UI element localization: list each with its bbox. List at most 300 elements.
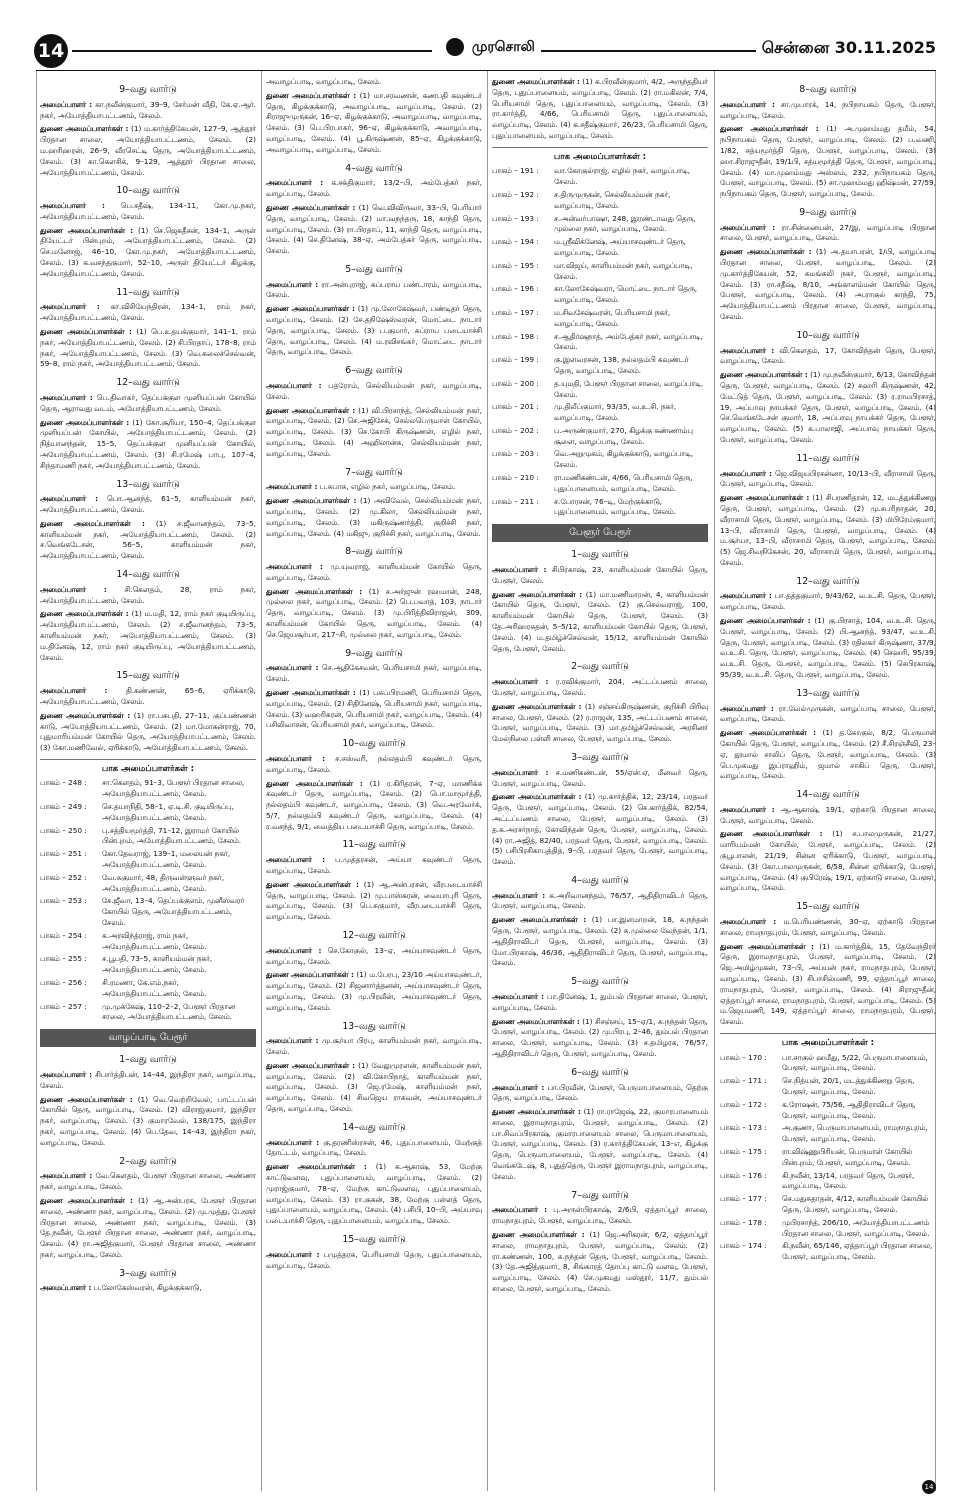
roster-entry — [720, 829, 936, 894]
entry-text: பு.அருள்பிரகாஷ், 2/6பி, ஏத்தாப்பூர் சாலை, ராமநாதபுரம், பேளூர், வாழப்பாடி, சேலம். — [492, 1205, 708, 1226]
role-label: துணை அமைப்பாளர்கள் : — [492, 915, 587, 925]
role-label: அமைப்பாளர் : — [40, 584, 107, 594]
booth-label: பாகம் – 203 : — [492, 449, 539, 459]
entry-text: சிபார்த்திபன், 14–44, இந்திரா நகர், வாழப்பாடி, சேலம். — [40, 1070, 256, 1090]
booth-row — [492, 166, 708, 188]
booth-label: பாகம் – 211 : — [492, 496, 539, 506]
ward-heading: 2–வது வார்டு — [119, 1155, 177, 1167]
roster-entry — [266, 203, 482, 257]
role-label: துணை அமைப்பாளர்கள் : — [266, 496, 357, 506]
column-divider — [261, 71, 262, 1491]
entry-text: மு.யுவராஜ், காளியம்மன் கோயில் தெரு, வாழப்பாடி, சேலம். — [266, 562, 482, 582]
entry-text: க.சக்திகுமார், 13/2–பி, அம்பேத்கர் நகர், வாழப்பாடி, சேலம். — [266, 178, 482, 199]
role-label: அமைப்பாளர் : — [40, 1283, 92, 1293]
ward-heading: 1–வது வார்டு — [571, 549, 629, 561]
role-label: துணை அமைப்பாளர்கள் : — [40, 518, 145, 528]
roster-entry — [266, 1061, 482, 1115]
role-label: துணை அமைப்பாளர்கள் : — [492, 1016, 580, 1026]
roster-entry — [40, 393, 256, 415]
ward-heading: 14–வது வார்டு — [116, 569, 180, 581]
roster-entry — [40, 1283, 256, 1294]
roster-entry — [720, 370, 936, 446]
entry-text: பா.பிரவீன், பேளூர், பெருமாபாளையம், தெற்கு தெரு, வாழப்பாடி, சேலம். — [492, 1082, 708, 1103]
entry-text: (1) மு.நவீன்குமார், 6/13, கோவிந்தன் தெரு, பேளூர், வாழப்பாடி, சேலம். (2) சுஹரி கிருஷ்ணன், 42, மேட்டுத் தெரு, பேளூர், வாழப்பாடி, சேலம். (3) ர.ராமபிரசாத், 19, அப்பாவு நாயக்கர் தெரு, பேளூர், வாழப்பாடி, சேலம். (4) செ.வெங்கடேசன் குமார், 18, அப்பாவு நாயக்கர் தெரு, பேளூர், வாழப்பாடி, சேலம். (5) க.பாலாஜி, அப்பாவு நாயக்கர் தெரு, பேளூர், வாழப்பாடி, சேலம். — [720, 370, 936, 444]
roster-entry — [266, 946, 482, 968]
roster-entry — [492, 891, 708, 913]
entry-text: (1) ச.அர்ஜுன் ரஹமான், 248, முல்லை நகர், வாழப்பாடி, சேலம். (2) பெ.பவாத், 103, நாடார் தெரு, வாழப்பாடி, சேலம். (3) மு.பிரித்திவிராஜன், 309, காளியம்மன் கோயில் தெரு, வாழப்பாடி, சேலம். (4) செ.ஜெயசூர்யா, 217–சி, முல்லை நகர், வாழப்பாடி, சேலம். — [266, 586, 482, 639]
role-label: துணை அமைப்பாளர்கள் : — [492, 1107, 581, 1117]
role-label: அமைப்பாளர் : — [720, 345, 775, 355]
booth-row — [40, 954, 256, 976]
role-label: அமைப்பாளர் : — [266, 945, 322, 955]
roster-entry — [720, 469, 936, 491]
column-divider — [487, 71, 488, 1491]
booth-value: ச.அன்வர்பாஷா, 248, இரண்டாவது தெரு, முல்லை நகர், வாழப்பாடி, சேலம். — [554, 213, 696, 234]
roster-entry — [492, 702, 708, 745]
ward-heading: 15–வது வார்டு — [342, 1234, 406, 1245]
role-label: அமைப்பாளர் : — [40, 99, 93, 109]
role-label: அமைப்பாளர் : — [266, 855, 326, 865]
role-label: துணை அமைப்பாளர்கள் : — [720, 941, 814, 951]
role-label: துணை அமைப்பாளர்கள் : — [40, 609, 129, 619]
role-label: துணை அமைப்பாளர்கள் : — [266, 879, 359, 889]
booth-label: பாகம் – 248 : — [40, 778, 87, 788]
entry-text: ச.மணிகண்டன், 55/ஏன்.ஏ, மீனவர் தெரு, பேளூர், வாழப்பாடி, சேலம். — [492, 767, 708, 788]
ward-heading: 11–வது வார்டு — [796, 452, 860, 464]
role-label: துணை அமைப்பாளர்கள் : — [266, 304, 355, 314]
roster-entry — [720, 805, 936, 827]
booth-value: செ.மதுசுதாதன், 4/12, காளியம்மன் கோயில் தெரு, பேளூர், வாழப்பாடி, சேலம். — [782, 1194, 929, 1214]
entry-text: (1) ஜெ.அரிகரன், 6/2, ஏத்தாப்பூர் சாலை, ராமநாதபுரம், பேளூர், வாழப்பாடி, சேலம். (2) ரா.கண்ணன், 100, சு.நந்தன் தெரு, பேளூர், வாழப்பாடி, சேலம். (3) தே.அஜித்குமார், 8, சிங்காரத் தோப்பு காட்டு வளவு, பேளூர், வாழப்பாடி, சேலம். (4) சே.முகமது மஸ்தூர், 11/7, தும்பல் சாலை, பேளூர், வாழப்பாடி, சேலம். — [492, 1230, 708, 1293]
booth-value: மா.விஜய், காளியம்மன் நகர், வாழப்பாடி, சேலம். — [554, 260, 693, 281]
booth-row — [40, 826, 256, 848]
ward-heading: 12–வது வார்டு — [116, 377, 180, 389]
entry-text: (1) வி.பிரசாந்த், செல்லியம்மன் நகர், வாழப்பாடி, சேலம். (2) செ.அஜிசேக், செல்லபெருமாள் கோயில், வாழப்பாடி, சேலம். (3) செ.கோபி கிருஷ்ணன், எழில் நகர், வாழப்பாடி, சேலம். (4) அஹிலான்சு, செல்லியம்மன் நகர், வாழப்பாடி, சேலம். — [266, 405, 482, 458]
booth-row — [492, 237, 708, 259]
booth-label: பாகம் – 191 : — [492, 166, 539, 176]
role-label: அமைப்பாளர் : — [40, 392, 93, 402]
entry-text: பெ.சதீஷ், 134–11, கோ.மு.நகர், அயோத்தியாபட்டணம், சேலம். — [40, 201, 256, 221]
entry-text: கு.தரணிஸ்ரசன், 46, புதுப்பாளையம், மேற்குத் தோட்டம், வாழப்பாடி, சேலம். — [266, 1137, 482, 1158]
role-label: துணை அமைப்பாளர்கள் : — [40, 327, 132, 336]
role-label: துணை அமைப்பாளர்கள் : — [40, 225, 134, 235]
role-label: அமைப்பாளர் : — [40, 686, 108, 696]
booth-value: வே.சுகுமார், 48, திருவள்ளுவர் நகர், அயோத்தியாபட்டணம், சேலம். — [102, 872, 225, 893]
booth-value: மு.திலீப்குமார், 93/35, வ.உ.சி. நகர், வாழப்பாடி, சேலம். — [554, 402, 677, 423]
booth-value: ம.ஸ்ரீவிக்னேஷ், அய்யாசவுண்டர் தெரு, வாழப்பாடி, சேலம். — [554, 237, 686, 257]
role-label: துணை அமைப்பாளர்கள் : — [492, 701, 582, 711]
booth-value: சி.ரமணா, கே.எம்.நகர், அயோத்தியாபட்டணம், சேலம். — [102, 978, 207, 998]
booth-label: பாகம் – 210 : — [492, 473, 539, 483]
entry-text: (1) ஆ.அன்பரசு, பேளூர் பிரதான சாலை, அண்ணா நகர், வாழப்பாடி, சேலம். (2) மு.முத்து, பேளூர் பிரதான சாலை, அண்ணா நகர், வாழப்பாடி, சேலம். (3) தே.நவீன், பேளூர் பிரதான சாலை, அண்ணா நகர், வாழப்பாடி, சேலம். (4) ரா.அஜித்குமார், பேளூர் பிரதான சாலை, அண்ணா நகர், வாழப்பாடி, சேலம். — [40, 1195, 256, 1259]
role-label: அமைப்பாளர் : — [266, 1036, 319, 1046]
roster-entry — [266, 280, 482, 302]
column-divider — [714, 71, 715, 1491]
booth-label: பாகம் – 192 : — [492, 189, 539, 199]
role-label: துணை அமைப்பாளர்கள் : — [720, 124, 819, 134]
ward-heading: 11–வது வார்டு — [342, 839, 406, 851]
roster-entry — [266, 496, 482, 539]
entry-text: ச.சஸ்வரி, நல்லதம்பி கவுண்டர் தெரு, வாழப்பாடி, சேலம். — [266, 753, 482, 774]
roster-entry — [266, 880, 482, 923]
ward-heading: 14–வது வார்டு — [796, 789, 860, 801]
ward-heading: 10–வது வார்டு — [116, 185, 180, 197]
booth-label: பாகம் – 199 : — [492, 355, 539, 365]
role-label: துணை அமைப்பாளர்கள் : — [720, 247, 812, 257]
entry-text: (1) மு.லோகேஷ்வர், பண்டிதர் தெரு, வாழப்பாடி, சேலம். (2) சே.தநிஷேஸ்வரன், மொட்டை நாடார் தெரு, வாழப்பாடி, சேலம். (3) ப.குமார், சுப்ராய படையாச்சி தெரு, வாழப்பாடி, சேலம். (4) ம.ரவிசங்கர், மொட்டை நாடார் தெரு, வாழப்பாடி, சேலம். — [266, 304, 482, 357]
roster-entry — [266, 1138, 482, 1160]
footer-page-number: 14 — [922, 1480, 936, 1494]
booth-section-title: பாக அமைப்பாளர்கள் : — [40, 759, 256, 776]
booth-row — [720, 1053, 936, 1075]
entry-text: (1) மு.கார்த்திக், 12, 23/14, பரதவர் தெரு, பேளூர், வாழப்பாடி, சேலம். (2) செ.கார்த்திக், 82/54, அட்டப்பணம் சாலை, பேளூர், வாழப்பாடி, சேலம். (3) த.க.அரசர்நாத், கோவிந்தன் தெரு, பேளூர், வாழப்பாடி, சேலம். (4) ரா.அஜித், 82/40, பரதவர் தெரு, பேளூர், வாழப்பாடி, சேலம். (5) பசிபிரசிகாபுத்தித், 9–பி, பரதவர் தெரு, பேளூர், வாழப்பாடி, சேலம். — [492, 792, 708, 867]
booth-label: பாகம் – 201 : — [492, 402, 539, 412]
booth-row — [492, 355, 708, 377]
roster-entry — [492, 768, 708, 790]
role-label: அமைப்பாளர் : — [266, 1137, 320, 1147]
article-columns — [36, 70, 936, 1490]
booth-value: க.ரோஷன், 75/56, ஆதிதிராவிடர் தெரு, பேளூர், வாழப்பாடி, சேலம். — [782, 1099, 916, 1120]
roster-entry — [266, 1036, 482, 1058]
roster-entry — [266, 304, 482, 358]
entry-text: ரா.வேல்முருகன், வாழப்பாடி சாலை, பேளூர், வாழப்பாடி, சேலம். — [720, 703, 936, 724]
booth-value: கா.லோகேஷ்வரா, மொட்டை நாடார் தெரு, வாழப்பாடி, சேலம். — [554, 284, 698, 305]
roster-entry — [266, 381, 482, 403]
role-label: அமைப்பாளர் : — [492, 677, 549, 687]
booth-row — [492, 426, 708, 448]
ward-heading: 3–வது வார்டு — [571, 751, 629, 763]
roster-entry — [492, 915, 708, 969]
city-date: சென்னை 30.11.2025 — [756, 38, 936, 59]
role-label: துணை அமைப்பாளர்கள் : — [266, 405, 356, 415]
booth-section-title: பாக அமைப்பாளர்கள் : — [492, 147, 708, 164]
roster-entry — [492, 1230, 708, 1295]
booth-row — [40, 896, 256, 928]
roster-entry — [40, 609, 256, 663]
entry-text: வே.கௌதம், பேளூர் பிரதான சாலை, அண்ணா நகர், வாழப்பாடி, சேலம். — [40, 1171, 256, 1192]
roster-entry — [720, 124, 936, 200]
entry-text: (1) ம.மதி, 12, ராம் நகர் குடியிருப்பு, அயோத்தியாபட்டணம், சேலம். (2) ச.ஜீவானந்தம், 73–5, காளியம்மன் நகர், அயோத்தியாபட்டணம், சேலம். (3) ம.தினேஷ், 12, ராம் நகர் குடியிருப்பு, அயோத்தியாபட்டணம், சேலம். — [40, 609, 256, 662]
ward-heading: 13–வது வார்டு — [116, 478, 180, 490]
entry-text: வி.கௌதம், 17, கோவிந்தன் தெரு, பேளூர், வாழப்பாடி, சேலம். — [720, 345, 936, 366]
entry-text: சி.கௌதம், 28, ராம் நகர், அயோத்தியாபட்டணம், சேலம். — [40, 584, 256, 605]
entry-text: (1) வேலுமுரளன், காளியம்மன் நகர், வாழப்பாடி, சேலம். (2) வி.கோபிநாத், காளியம்மன் நகர், வாழப்பாடி, சேலம். (3) ஜெ.ரமேஷ், காளியம்மன் நகர், வாழப்பாடி, சேலம். (4) சிவஜெய ராகவன், அய்யாசவுண்டர் தெரு, வாழப்பாடி, சேலம். — [266, 1060, 482, 1114]
booth-section-title: பாக அமைப்பாளர்கள் : — [720, 1033, 936, 1050]
booth-row — [720, 1076, 936, 1098]
role-label: அமைப்பாளர் : — [40, 201, 105, 211]
entry-text: (1) ம.பேரபு, 23/10 அய்யாசவுண்டர், வாழப்பாடி, சேலம். (2) சிஜனார்த்தனன், அய்யாசவுண்டர் தெரு, வாழப்பாடி, சேலம். (3) மு.பிரவீன், அய்யாசவுண்டர் தெரு, வாழப்பாடி, சேலம். — [266, 970, 482, 1012]
booth-label: பாகம் – 200 : — [492, 378, 539, 388]
roster-entry — [492, 1205, 708, 1227]
booth-row — [492, 308, 708, 330]
entry-text: (1) ரா.ராஜேஷ், 22, குமாரபாளையம் சாலை, இராமநாதபுரம், பேளூர், வாழப்பாடி, சேலம். (2) பா.சிவப்பிரகாஷ், குமாரபாளையம் சாலை, பெருமாபாளையம், பேளூர், வாழப்பாடி, சேலம். (3) ர.கார்த்திகேயன், 13–எ, கிழக்கு தெரு, பெருமாபாளையம், பேளூர், வாழப்பாடி, சேலம். (4) வெங்கடேஷ், 8, புதுத்தெரு, பேளூர் இராமநாதபுரம், வாழப்பாடி, சேலம். — [492, 1107, 708, 1181]
booth-row — [492, 497, 708, 519]
role-label: துணை அமைப்பாளர்கள் : — [266, 1060, 356, 1070]
column-3 — [492, 77, 708, 1487]
entry-text: கா.நவீன்குமார், 39–9, சேர்மன் வீதி, கே.ஏ.ஆர். நகர், அயோத்தியாபட்டணம், சேலம். — [40, 99, 256, 120]
role-label: அமைப்பாளர் : — [492, 767, 549, 777]
role-label: அமைப்பாளர் : — [720, 703, 774, 713]
roster-entry — [40, 494, 256, 516]
entry-text: ர.ரவிக்குமார், 204, அட்டப்பணம் சாலை, பேளூர், வாழப்பாடி, சேலம். — [492, 677, 708, 697]
booth-row — [492, 473, 708, 495]
ward-heading: 15–வது வார்டு — [116, 670, 180, 682]
entry-text: (1) சிபரணிதரன், 12, மடத்துக்கிணறு தெரு, பேளூர், வாழப்பாடி, சேலம். (2) மு.சபரிநாதன், 20, வீராசாமி தெரு, பேளூர், வாழப்பாடி, சேலம். (3) மிபிரேம்குமார், 13–பி, வீராசாமி தெரு, பேளூர், வாழப்பாடி, சேலம். (4) ம.சூர்யா, 13–பி, வீராசாமி தெரு, பேளூர், வாழப்பாடி, சேலம். (5) ஜெ.சிவநிகேசன், 20, வீராசாமி தெரு, பேளூர், வாழப்பாடி, சேலம். — [720, 493, 936, 567]
booth-label: பாகம் – 195 : — [492, 260, 539, 270]
ward-heading: 13–வது வார்டு — [796, 687, 860, 699]
booth-row — [720, 1147, 936, 1169]
entry-text: (1) ம.கார்த்திகேயன், 127–9, ஆத்தூர் பிரதான சாலை, அயோத்தியாபட்டணம், சேலம். (2) ம.ஹரிஹரன், 26–9, வீரசெட்டி தெரு, அயோத்தியாபட்டணம், சேலம். (3) கா.கௌசிக், 9–129, ஆத்தூர் பிரதான சாலை, அயோத்தியாபட்டணம், சேலம். — [40, 124, 256, 177]
booth-row — [720, 1171, 936, 1193]
booth-row — [40, 849, 256, 871]
booth-label: பாகம் – 256 : — [40, 978, 87, 988]
booth-label: பாகம் – 251 : — [40, 849, 87, 859]
role-label: அமைப்பாளர் : — [266, 753, 326, 763]
booth-value: கி.நவீன், 65/146, ஏத்தாப்பூர் பிரதான சாலை, பேளூர், வாழப்பாடி, சேலம். — [782, 1241, 933, 1262]
roster-entry — [492, 1017, 708, 1060]
role-label: அமைப்பாளர் : — [720, 804, 775, 814]
booth-value: முபிரசாந்த், 206/10, அயோத்தியாபட்டணம் பிரதான சாலை, பேளூர், வாழப்பாடி, சேலம். — [782, 1217, 930, 1238]
booth-value: செ.தயாநிதி, 58–1, ஏ.டி.சி. குடியிருப்பு, அயோத்தியாபட்டணம், சேலம். — [102, 802, 234, 822]
ward-heading: 7–வது வார்டு — [571, 1189, 629, 1201]
role-label: அமைப்பாளர் : — [492, 565, 547, 575]
booth-value: ம.சிவசேஷ்வரன், பெரியசாமி நகர், வாழப்பாடி, சேலம். — [554, 307, 671, 328]
booth-row — [492, 214, 708, 236]
booth-row — [40, 1002, 256, 1024]
role-label: துணை அமைப்பாளர்கள் : — [266, 778, 363, 788]
role-label: துணை அமைப்பாளர்கள் : — [720, 370, 808, 380]
roster-entry — [40, 519, 256, 562]
role-label: அமைப்பாளர் : — [40, 1070, 93, 1080]
role-label: துணை அமைப்பாளர்கள் : — [720, 728, 817, 738]
roster-entry — [720, 728, 936, 782]
booth-row — [40, 978, 256, 1000]
booth-value: செ.நித்யன், 20/1, மடத்துக்கிணறு தெரு, பேளூர், வாழப்பாடி, சேலம். — [782, 1076, 915, 1096]
booth-label: பாகம் – 202 : — [492, 425, 539, 435]
entry-text: ரா.அன்புராஜ், சுப்பராய பண்டாரம், வாழப்பாடி, சேலம். — [266, 279, 482, 300]
booth-label: பாகம் – 257 : — [40, 1001, 87, 1011]
entry-text: (1) செ.ஜெகதீசன், 134–1, அருள் தியேட்டர் பின்புறம், அயோத்தியாபட்டணம், சேலம். (2) செ.மனோஜ், 46–10, கோ.மு.நகர், அயோத்தியாபட்டணம், சேலம். (3) க.வசந்தகுமார், 52–10, அருள் தியேட்டர் கிழக்கு, அயோத்தியாபட்டணம், சேலம். — [40, 225, 256, 278]
booth-label: பாகம் – 178 : — [720, 1217, 767, 1227]
booth-label: பாகம் – 175 : — [720, 1146, 767, 1156]
roster-entry — [492, 565, 708, 587]
booth-row — [492, 379, 708, 401]
roster-entry — [720, 917, 936, 939]
ward-heading: 13–வது வார்டு — [342, 1020, 406, 1032]
entry-text: (1) அவிவேல், செல்லியம்மன் நகர், வாழப்பாடி, சேலம். (2) மு.கிலா, செல்லியம்மன் நகர், வாழப்பாடி, சேலம். (3) மகிருஷ்ணர்த்தி, குறிச்சி நகர், வாழப்பாடி, சேலம். (4) மகிஜு, குறிச்சி நகர், வாழப்பாடி, சேலம். — [266, 496, 482, 538]
role-label: துணை அமைப்பாளர்கள் : — [40, 124, 129, 134]
ward-heading: 4–வது வார்டு — [571, 874, 629, 886]
ward-heading: 4–வது வார்டு — [345, 162, 403, 174]
roster-entry — [266, 178, 482, 200]
header-rule-left — [72, 50, 432, 52]
role-label: துணை அமைப்பாளர்கள் : — [720, 829, 823, 839]
role-label: அமைப்பாளர் : — [492, 890, 546, 900]
roster-entry — [40, 124, 256, 178]
entry-text: ரா.சின்னையன், 27/இ, வாழப்பாடி பிரதான சாலை, பேளூர், வாழப்பாடி, சேலம். — [720, 222, 936, 243]
roster-entry — [720, 616, 936, 681]
role-label: அமைப்பாளர் : — [720, 591, 772, 601]
role-label: துணை அமைப்பாளர்கள் : — [40, 1195, 133, 1205]
town-band-heading: வாழப்பாடி பேரூர் — [40, 1029, 256, 1047]
roster-entry — [720, 704, 936, 726]
ward-heading: 2–வது வார்டு — [571, 661, 629, 673]
booth-row — [40, 802, 256, 824]
ward-heading: 10–வது வார்டு — [342, 738, 406, 750]
ward-heading: 14–வது வார்டு — [342, 1121, 406, 1133]
entry-text: (1) வெ.விவிருவா, 33–பி, பெரியார் தெரு, வாழப்பாடி, சேலம். (2) மா.வநந்தரு, 18, காந்தி தெரு, வாழப்பாடி, சேலம். (3) ரா.பிரதாப், 11, காந்தி தெரு, வாழப்பாடி, சேலம். (4) செ.தினேஷ், 38–ஏ, அம்பேத்கர் தெரு, வாழப்பாடி, சேலம். — [266, 202, 482, 256]
role-label: அமைப்பாளர் : — [492, 1082, 545, 1092]
entry-text: (1) கு.பிரசாத், 104, வ.உ.சி. தெரு, பேளூர், வாழப்பாடி, சேலம். (2) பி.ஆனந்த், 93/47, வ.உ.சி. தெரு, பேளூர், வாழப்பாடி, சேலம். (3) ரதிலகர் கிருஷ்ணா, 37/9, வ.உ.சி. தெரு, பேளூர், வாழப்பாடி, சேலம். (4) செஹரி, 95/39, வ.உ.சி. தெரு, பேளூர், வாழப்பாடி, சேலம். (5) செபிரகாஷ், 95/39, வ.உ.சி. தெரு, பேளூர், வாழப்பாடி, சேலம். — [720, 616, 936, 680]
roster-entry — [266, 91, 482, 156]
booth-label: பாகம் – 170 : — [720, 1052, 767, 1062]
booth-label: பாகம் – 196 : — [492, 284, 539, 294]
booth-value: சு.அரவிந்த்ராஜ், ராம் நகர், அயோத்தியாபட்டணம், சேலம். — [102, 930, 207, 951]
booth-row — [492, 402, 708, 424]
entry-text: (1) சிசஞ்சய், 15–ஏ/1, சு.நந்தன் தெரு, பேளூர், வாழப்பாடி, சேலம். (2) மு.பிரபு, 2–46, தும்பல் பிரதான சாலை, பேளூர், வாழப்பாடி, சேலம். (3) ச.தமிழரசு, 76/57, ஆதிதிராவிடர் தெரு, பேளூர், வாழப்பாடி, சேலம். — [492, 1016, 708, 1058]
roster-entry — [492, 677, 708, 699]
booth-label: பாகம் – 197 : — [492, 307, 539, 317]
booth-label: பாகம் – 173 : — [720, 1123, 767, 1133]
booth-label: பாகம் – 249 : — [40, 802, 87, 812]
roster-entry — [40, 1070, 256, 1092]
role-label: துணை அமைப்பாளர்கள் : — [720, 493, 810, 503]
role-label: அமைப்பாளர் : — [720, 917, 777, 927]
entry-text: (1) ச.பாலமுருகன், 21/27, மாரியம்மன் கோயில், பேளூர், வாழப்பாடி, சேலம். (2) குபூபாலன், 21/19, சின்ன ஏரிக்காடு, பேளூர், வாழப்பாடி, சேலம். (3) கோ.பாலமுருகன், 6/58, சின்ன ஏரிக்காடு, பேளூர், வாழப்பாடி, சேலம். (4) குபிரேஷ், 19/1, ஏற்காடு சாலை, பேளூர், வாழப்பாடி, சேலம். — [720, 829, 936, 893]
entry-text: ப.சுபாசு, எழில் நகர், வாழப்பாடி, சேலம். — [319, 482, 456, 492]
roster-entry — [40, 686, 256, 708]
entry-text: (1) க.பிரவீன்குமார், 4/2, அருந்ததியர் தெரு, புதுப்பாளையம், வாழப்பாடி, சேலம். (2) ரா.மகிலன், 7/4, பெரியசாமி தெரு, புதுப்பாளையம், வாழப்பாடி, சேலம். (3) ரா.கார்த்தி, 4/66, பெரியசாமி தெரு, புதுப்பாளையம், வாழப்பாடி, சேலம். (4) க.சதீஷ்குமார், 26/23, பெரியசாமி தெரு, புதுப்பாளையம், வாழப்பாடி, சேலம். — [492, 77, 708, 140]
booth-value: ச.போரசன், 76–டி, மேற்குக்காடு, புதுப்பாளையம், வாழப்பாடி, சேலம். — [554, 496, 676, 517]
roster-entry — [266, 970, 482, 1013]
entry-text: (1) மா.மணிமாறன், 4, காளியம்மன் கோயில் தெரு, பேளூர், சேலம். (2) கு.செல்வராஜ், 100, காளியம்மன் கோயில் தெரு, பேளூர், சேலம். (3) தே.அரிஹரசுதன், 5–5/12, காளியம்மன் கோயில் தெரு, பேளூர், சேலம். (4) ம.தமிழ்ச்செல்வன், 15/12, காளியம்மன் கோயில் தெரு, பேளூர், சேலம். — [492, 589, 708, 653]
booth-row — [492, 284, 708, 306]
role-label: துணை அமைப்பாளர்கள் : — [492, 1230, 585, 1240]
ward-heading: 10–வது வார்டு — [796, 329, 860, 341]
booth-row — [720, 1100, 936, 1122]
booth-label: பாகம் – 177 : — [720, 1194, 767, 1204]
booth-row — [720, 1218, 936, 1240]
ward-heading: 9–வது வார்டு — [345, 647, 403, 659]
booth-value: பா.சாகுல் ஹமீது, 5/22, பெருமாபாளையம், பேளூர், வாழப்பாடி, சேலம். — [782, 1052, 928, 1073]
role-label: அமைப்பாளர் : — [720, 222, 776, 232]
roster-entry — [40, 327, 256, 370]
roster-entry — [40, 1095, 256, 1149]
role-label: அமைப்பாளர் : — [492, 1205, 548, 1215]
booth-value: கி.நவீன், 13/14, பரதவர் தெரு, பேளூர், வாழப்பாடி, சேலம். — [782, 1170, 915, 1191]
roster-entry — [266, 482, 482, 493]
role-label: அமைப்பாளர் : — [40, 302, 100, 312]
roster-entry — [492, 792, 708, 868]
role-label: அமைப்பாளர் : — [266, 663, 319, 673]
entry-text: (1) ஆ.அன்பரசன், வீரபடையாச்சி தெரு, வாழப்பாடி, சேலம். (2) மு.பாஸ்கரன், வையாபுரி தெரு, வாழப்பாடி, சேலம். (3) பெ.சுகுமார், வீரபடையாச்சி தெரு, வாழப்பாடி, சேலம். — [266, 879, 482, 922]
roster-entry — [720, 591, 936, 613]
roster-entry — [40, 226, 256, 280]
roster-entry — [40, 1196, 256, 1261]
roster-entry — [720, 942, 936, 1028]
ward-heading: 3–வது வார்டு — [119, 1267, 177, 1279]
roster-entry — [266, 406, 482, 460]
column-border-left — [36, 71, 37, 1491]
roster-entry — [720, 493, 936, 569]
role-label: துணை அமைப்பாளர்கள் : — [720, 616, 811, 626]
role-label: துணை அமைப்பாளர்கள் : — [40, 1094, 133, 1104]
role-label: அமைப்பாளர் : — [266, 482, 318, 492]
entry-text: பமுத்தரசு, பெரியசாமி தெரு, புதுப்பாளையம், வாழப்பாடி, சேலம். — [266, 1249, 482, 1270]
role-label: துணை அமைப்பாளர்கள் : — [492, 77, 580, 86]
role-label: துணை அமைப்பாளர்கள் : — [40, 417, 130, 427]
entry-text: (1) பா.இளமாறன், 18, சு.நந்தன் தெரு, பேளூர், வாழப்பாடி, சேலம். (2) சு.முல்லை வேந்தன், 1/1, ஆதிதிராவிடர் தெரு, பேளூர், வாழப்பாடி, சேலம். (3) மோ.பிரகாஷ், 46/36, ஆதிதிராவிடர் தெரு, பேளூர், வாழப்பாடி, சேலம். — [492, 915, 708, 968]
booth-row — [492, 449, 708, 471]
booth-value: கு.இளவரசன், 138, நல்லதம்பி கவுண்டர் தெரு, வாழப்பாடி, சேலம். — [554, 355, 689, 375]
entry-text: பெ.திவாகர், தெப்பக்குள முனியப்பன் கோயில் தெரு, ஆராவது வடம், அயோத்தியாபட்டணம், சேலம். — [40, 392, 256, 413]
ward-heading: 11–வது வார்டு — [116, 286, 180, 298]
booth-label: பாகம் – 254 : — [40, 930, 87, 940]
booth-value: ச.ஆதிர்ஷநாத், அம்பேத்கர் நகர், வாழப்பாடி, சேலம். — [554, 331, 703, 352]
roster-entry — [492, 1083, 708, 1105]
page-number: 14 — [34, 34, 68, 68]
roster-entry — [720, 346, 936, 368]
booth-value: ச.பூபதி, 73–5, காளியம்மன் நகர், அயோத்தியாபட்டணம், சேலம். — [102, 954, 213, 975]
roster-entry — [492, 590, 708, 655]
entry-text: (1) ச.ஜீவானந்தம், 73–5, காளியம்மன் நகர், அயோத்தியாபட்டணம், சேலம். (2) ச.வெங்கடேசன், 56–5, காளியம்மன் நகர், அயோத்தியாபட்டணம், சேலம். — [40, 518, 256, 561]
roster-entry — [266, 855, 482, 877]
roster-entry — [40, 201, 256, 223]
roster-entry — [40, 302, 256, 324]
ward-heading: 9–வது வார்டு — [119, 84, 177, 95]
entry-text: (1) த.கோகுல், 8/2, பெருமாள் கோயில் தெரு, பேளூர், வாழப்பாடி, சேலம். (2) சீ.சிரஞ்சீவி, 23–ஏ, தூமால் சாலிப் தெரு, பேளூர், வாழப்பாடி, சேலம். (3) பெ.முகமது இப்ராஹிம், ஜமால் சாகிப் தெரு, பேளூர், வாழப்பாடி, சேலம். — [720, 728, 936, 781]
entry-text: (1) சஞ்சய்கிருஷ்ணன், குறிச்சி பிரிவு சாலை, பேளூர், சேலம். (2) ர.ராஜன், 135, அட்டப்பணம் சாலை, பேளூர், வாழப்பாடி, சேலம். (3) மா.தமிழ்ச்செல்வன், அரசினர் மேல்நிலை பள்ளி சாலை, பேளூர், வாழப்பாடி, சேலம். — [492, 701, 708, 744]
entry-text: கா.விசியேந்திரன், 134–1, ராம் நகர், அயோத்தியாபட்டணம், சேலம். — [40, 302, 256, 323]
entry-text: (1) க.ஆகாஷ், 53, மேற்கு காட்டுவளவு, புதுப்பாளையம், வாழப்பாடி, சேலம். (2) முராஜ்குமார், 78–ஏ, மேற்கு காட்டுவளவு, புதுப்பாளையம், வாழப்பாடி, சேலம். (3) ரா.குகன், 38, மேற்கு பள்ளத் தெரு, புதுப்பாளையம், வாழப்பாடி, சேலம். (4) பசிபி, 10–பி, அய்யாவு படையாச்சி தெரு, புதுப்பாளையம், வாழப்பாடி, சேலம். — [266, 1162, 482, 1226]
roster-entry — [40, 100, 256, 122]
ward-heading: 8–வது வார்டு — [345, 546, 403, 558]
ward-heading: 1–வது வார்டு — [119, 1054, 177, 1066]
ward-heading: 15–வது வார்டு — [796, 901, 860, 913]
entry-text: செ.ஆதிகேசவன், பெரியசாமி நகர், வாழப்பாடி, சேலம். — [266, 663, 482, 684]
booth-label: பாகம் – 252 : — [40, 872, 87, 882]
entry-text: (1) ர.கிரிதரன், 7–ஏ, மாணிக்க கவுண்டர் தெரு, வாழப்பாடி, சேலம். (2) பொ.மாமூர்த்தி, நல்லதம்பி கவுண்டர், வாழப்பாடி, சேலம். (3) வெ.அரவேர்க், 5/7, நல்லதம்பி கவுண்டர் தெரு, வாழப்பாடி, சேலம். (4) ர.வசந்த், 9/1, வைத்திய படையாச்சி தெரு, வாழப்பாடி, சேலம். — [266, 778, 482, 831]
entry-text: (1) பெ.உதயக்குமார், 141–1, ராம் நகர், அயோத்தியாபட்டணம், சேலம். (2) சி.பிரதாப், 178–8, ராம் நகர், அயோத்தியாபட்டணம், சேலம். (3) வெ.கலைச்செல்வன், 59–8, ராம் நகர், அயோத்தியாபட்டணம், சேலம். — [40, 327, 256, 369]
role-label: துணை அமைப்பாளர்கள் : — [266, 202, 356, 212]
booth-label: பாகம் – 250 : — [40, 825, 87, 835]
roster-entry — [720, 223, 936, 245]
roster-entry — [492, 77, 708, 142]
booth-label: பாகம் – 194 : — [492, 237, 539, 247]
booth-row — [720, 1123, 936, 1145]
paper-name: முரசொலி — [471, 39, 535, 55]
roster-entry — [40, 1171, 256, 1193]
roster-entry — [492, 1107, 708, 1183]
booth-row — [720, 1241, 936, 1263]
booth-label: பாகம் – 255 : — [40, 954, 87, 964]
ward-heading: 9–வது வார்டு — [799, 206, 857, 218]
role-label: அமைப்பாளர் : — [266, 1249, 320, 1259]
entry-text: (1) அ.தயாபரன், 1/பி, வாழப்பாடி பிரதான சாலை, பேளூர், வாழப்பாடி, சேலம். (2) மு.கார்த்திகேயன், 52, சுமங்கலி நகர், பேளூர், வாழப்பாடி, சேலம். (3) ரா.சதீஷ், 8/10, அங்காளம்மன் கோயில் தெரு, பேளூர், வாழப்பாடி, சேலம். (4) அ.ராகுல் காந்தி, 75, அயோத்தியாபட்டணம் பிரதான சாலை, பேளூர், வாழப்பாடி, சேலம். — [720, 247, 936, 322]
entry-text: ப.முத்தரசன், அய்யா கவுண்டர் தெரு, வாழப்பாடி, சேலம். — [266, 855, 482, 876]
booth-label: பாகம் – 172 : — [720, 1099, 767, 1109]
entry-text: அவாழப்பாடி, வாழப்பாடி, சேலம். — [266, 77, 382, 86]
entry-text: (1) பசுப்பிரமணி, பெரியசாமி தெரு, வாழப்பாடி, சேலம். (2) சிதினேஷ், பெரியசாமி நகர், வாழப்பாடி, சேலம். (3) வஹரிகரன், பெரியசாமி நகர், வாழப்பாடி, சேலம். (4) பசிலிவாசன், பெரியசாமி நகர், வாழப்பாடி, சேலம். — [266, 687, 482, 730]
ward-heading: 8–வது வார்டு — [799, 84, 857, 95]
roster-entry — [40, 711, 256, 754]
entry-text: (1) வெ.வெற்றிவேல், பாட்டப்பன் கோயில் தெரு, வாழப்பாடி, சேலம். (2) விராஜ்குமார், இந்திரா நகர், வாழப்பாடி, சேலம். (3) குமாரவேல், 138/175, இந்திரா நகர், வாழப்பாடி, சேலம். (4) பெ.தேவ, 14–43, இந்திரா நகர், வாழப்பாடி, சேலம். — [40, 1094, 256, 1147]
ward-heading: 5–வது வார்டு — [345, 263, 403, 275]
booth-value: ரா.விஷ்ணுபிரியன், பெருமாள் கோயில் பின்புறம், பேளூர், வாழப்பாடி, சேலம். — [782, 1146, 913, 1167]
page-header — [0, 0, 972, 70]
booth-value: கோ.தேவராஜ், 139–1, மலையன் நகர், அயோத்தியாபட்டணம், சேலம். — [102, 849, 231, 870]
entry-text: ம.பெரியண்ணன், 30–ஏ, ஏற்காடு பிரதான சாலை, ராமநாதபுரம், பேளூர், வாழப்பாடி, சேலம். — [720, 917, 936, 937]
